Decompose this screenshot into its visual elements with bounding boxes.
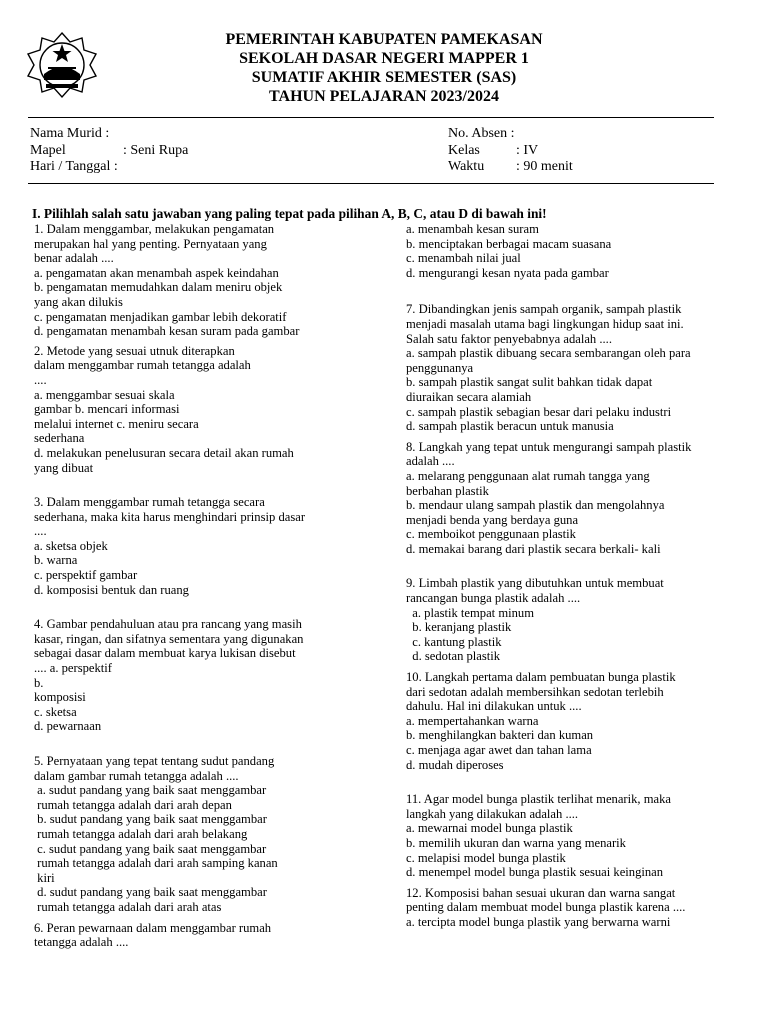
question-line: 1. Dalam menggambar, melakukan pengamatan <box>34 222 275 236</box>
question-spacer <box>34 597 384 617</box>
question-line: d. pengamatan menambah kesan suram pada gambar <box>34 324 300 339</box>
question-line: b. memilih ukuran dan warna yang menarik <box>406 835 626 850</box>
question-line: d. mengurangi kesan nyata pada gambar <box>406 265 609 280</box>
kelas-label: Kelas <box>448 143 480 158</box>
question-block <box>34 344 384 475</box>
mapel-field <box>30 143 188 159</box>
no-absen-field: No. Absen : <box>448 126 515 141</box>
question-block <box>34 921 384 950</box>
question-line: .... <box>34 524 47 539</box>
question-block <box>34 222 384 339</box>
question-line: yang dibuat <box>34 460 94 475</box>
waktu-value: : 90 menit <box>516 159 573 174</box>
question-line: 6. Peran pewarnaan dalam menggambar rumah <box>34 920 272 935</box>
question-line: d. sudut pandang yang baik saat menggambar <box>34 885 267 900</box>
question-block <box>406 440 746 557</box>
question-line: berbahan plastik <box>406 483 489 498</box>
question-line: c. menambah nilai jual <box>406 251 521 266</box>
question-line: penggunanya <box>406 360 474 375</box>
question-line: a. mewarnai model bunga plastik <box>406 821 573 836</box>
question-line: a. sudut pandang yang baik saat menggambar <box>34 783 267 798</box>
question-line: b. <box>34 675 44 690</box>
header-year: TAHUN PELAJARAN 2023/2024 <box>269 88 499 105</box>
question-line: sederhana <box>34 431 85 446</box>
question-line: c. sampah plastik sebagian besar dari pelaku industri <box>406 404 672 419</box>
question-line: c. sketsa <box>34 704 77 719</box>
question-line: d. mudah diperoses <box>406 757 504 772</box>
question-line: 12. Komposisi bahan sesuai ukuran dan warna sangat <box>406 885 676 900</box>
question-line: 10. Langkah pertama dalam pembuatan bunga plastik <box>406 670 676 685</box>
question-block <box>406 670 746 772</box>
question-line: a. plastik tempat minum <box>406 605 535 620</box>
question-line: c. pengamatan menjadikan gambar lebih dekoratif <box>34 309 287 324</box>
header-school: SEKOLAH DASAR NEGERI MAPPER 1 <box>239 50 529 67</box>
question-line: b. menciptakan berbagai macam suasana <box>406 236 612 251</box>
question-line: b. keranjang plastik <box>406 620 512 635</box>
question-line: kasar, ringan, dan sifatnya sementara yang digunakan <box>34 631 304 646</box>
kelas-field <box>448 143 538 159</box>
header-exam: SUMATIF AKHIR SEMESTER (SAS) <box>251 69 517 86</box>
question-spacer <box>34 475 384 495</box>
question-line: b. menghilangkan bakteri dan kuman <box>406 728 594 743</box>
question-line: benar adalah .... <box>34 251 114 266</box>
question-line: diuraikan secara alamiah <box>406 389 532 404</box>
question-line: kiri <box>34 870 55 885</box>
question-line: rancangan bunga plastik adalah .... <box>406 591 581 606</box>
question-line: langkah yang dilakukan adalah .... <box>406 806 579 821</box>
question-line: a. tercipta model bunga plastik yang berwarna warni <box>406 914 671 929</box>
question-block <box>406 886 746 930</box>
question-line: d. komposisi bentuk dan ruang <box>34 582 189 597</box>
question-line: 9. Limbah plastik yang dibutuhkan untuk membuat <box>406 576 664 591</box>
question-line: dalam gambar rumah tetangga adalah .... <box>34 768 239 783</box>
question-line: b. pengamatan memudahkan dalam meniru objek <box>34 280 283 295</box>
question-line: gambar b. mencari informasi <box>34 402 180 417</box>
question-line: rumah tetangga adalah dari arah samping kanan <box>34 856 278 871</box>
question-line: d. sampah plastik beracun untuk manusia <box>406 419 614 434</box>
question-line: sederhana, maka kita harus menghindari prinsip dasar <box>34 509 306 524</box>
question-line: dari sedotan adalah membersihkan sedotan terlebih <box>406 684 664 699</box>
question-line: rumah tetangga adalah dari arah depan <box>34 797 232 812</box>
header-government: PEMERINTAH KABUPATEN PAMEKASAN <box>225 31 543 48</box>
question-line: 2. Metode yang sesuai utnuk diterapkan <box>34 343 235 358</box>
question-block <box>406 222 746 280</box>
question-line: c. menjaga agar awet dan tahan lama <box>406 743 592 757</box>
question-line: dahulu. Hal ini dilakukan untuk .... <box>406 699 582 714</box>
question-line: d. pewarnaan <box>34 719 102 734</box>
question-block <box>406 302 746 433</box>
header-divider <box>28 117 714 118</box>
question-line: .... <box>34 372 47 387</box>
nama-murid-field: Nama Murid : <box>30 126 110 141</box>
question-line: a. melarang penggunaan alat rumah tangga yang <box>406 468 650 483</box>
left-question-column <box>34 222 384 950</box>
question-line: d. melakukan penelusuran secara detail akan rumah <box>34 445 294 460</box>
mapel-label: Mapel <box>30 143 66 158</box>
question-line: 3. Dalam menggambar rumah tetangga secara <box>34 495 265 510</box>
question-line: a. menggambar sesuai skala <box>34 387 175 402</box>
question-line: tetangga adalah .... <box>34 935 129 950</box>
question-line: .... a. perspektif <box>34 661 112 676</box>
document-header <box>120 30 648 106</box>
question-line: b. sampah plastik sangat sulit bahkan tidak dapat <box>406 375 653 390</box>
mapel-value: : Seni Rupa <box>123 143 189 158</box>
question-line: c. perspektif gambar <box>34 568 138 583</box>
question-line: dalam menggambar rumah tetangga adalah <box>34 358 251 373</box>
question-line: penting dalam membuat model bunga plastik karena .... <box>406 900 686 915</box>
question-line: 8. Langkah yang tepat untuk mengurangi sampah plastik <box>406 439 692 454</box>
question-line: rumah tetangga adalah dari arah belakang <box>34 826 248 841</box>
question-line: adalah .... <box>406 454 455 469</box>
question-line: d. sedotan plastik <box>406 649 501 664</box>
question-block <box>406 576 746 664</box>
question-line: 7. Dibandingkan jenis sampah organik, sampah plastik <box>406 302 682 317</box>
question-line: menjadi benda yang berdaya guna <box>406 512 579 527</box>
question-line: d. memakai barang dari plastik secara berkali- kali <box>406 541 661 556</box>
question-line: a. menambah kesan suram <box>406 222 539 236</box>
question-line: d. menempel model bunga plastik sesuai keinginan <box>406 865 664 880</box>
question-line: rumah tetangga adalah dari arah atas <box>34 899 222 914</box>
question-line: a. sketsa objek <box>34 538 108 553</box>
question-line: yang akan dilukis <box>34 294 123 309</box>
waktu-label: Waktu <box>448 159 485 174</box>
question-line: 11. Agar model bunga plastik terlihat menarik, maka <box>406 792 671 807</box>
question-block <box>34 617 384 734</box>
question-line: Salah satu faktor penyebabnya adalah .... <box>406 331 612 346</box>
question-line: 5. Pernyataan yang tepat tentang sudut pandang <box>34 754 275 768</box>
question-line: b. warna <box>34 553 78 568</box>
question-line: c. melapisi model bunga plastik <box>406 850 566 865</box>
question-line: a. sampah plastik dibuang secara sembarangan oleh para <box>406 346 691 361</box>
question-line: melalui internet c. meniru secara <box>34 416 199 431</box>
question-spacer <box>406 556 746 576</box>
question-block <box>34 495 384 597</box>
question-spacer <box>34 734 384 754</box>
instruction-text: I. Pilihlah salah satu jawaban yang paling tepat pada pilihan A, B, C, atau D di bawah ini! <box>32 206 547 221</box>
waktu-field <box>448 159 573 175</box>
hari-tanggal-field: Hari / Tanggal : <box>30 159 118 174</box>
question-line: a. pengamatan akan menambah aspek keindahan <box>34 265 279 280</box>
question-line: sebagai dasar dalam membuat karya lukisan disebut <box>34 646 296 661</box>
question-line: c. kantung plastik <box>406 634 502 649</box>
info-divider <box>28 183 714 184</box>
question-line: 4. Gambar pendahuluan atau pra rancang yang masih <box>34 617 302 632</box>
question-block <box>406 792 746 880</box>
question-line: menjadi masalah utama bagi lingkungan hidup saat ini. <box>406 316 684 331</box>
question-line: c. memboikot penggunaan plastik <box>406 527 576 542</box>
kelas-value: : IV <box>516 143 539 158</box>
question-line: merupakan hal yang penting. Pernyataan yang <box>34 236 267 251</box>
question-line: komposisi <box>34 690 86 705</box>
question-spacer <box>406 772 746 792</box>
question-line: a. mempertahankan warna <box>406 713 539 728</box>
question-line: c. sudut pandang yang baik saat menggambar <box>34 841 267 856</box>
right-question-column <box>406 222 746 930</box>
question-line: b. mendaur ulang sampah plastik dan mengolahnya <box>406 498 665 513</box>
question-spacer <box>406 280 746 302</box>
question-block <box>34 754 384 915</box>
school-district-logo <box>22 30 102 100</box>
question-line: b. sudut pandang yang baik saat menggambar <box>34 812 267 827</box>
